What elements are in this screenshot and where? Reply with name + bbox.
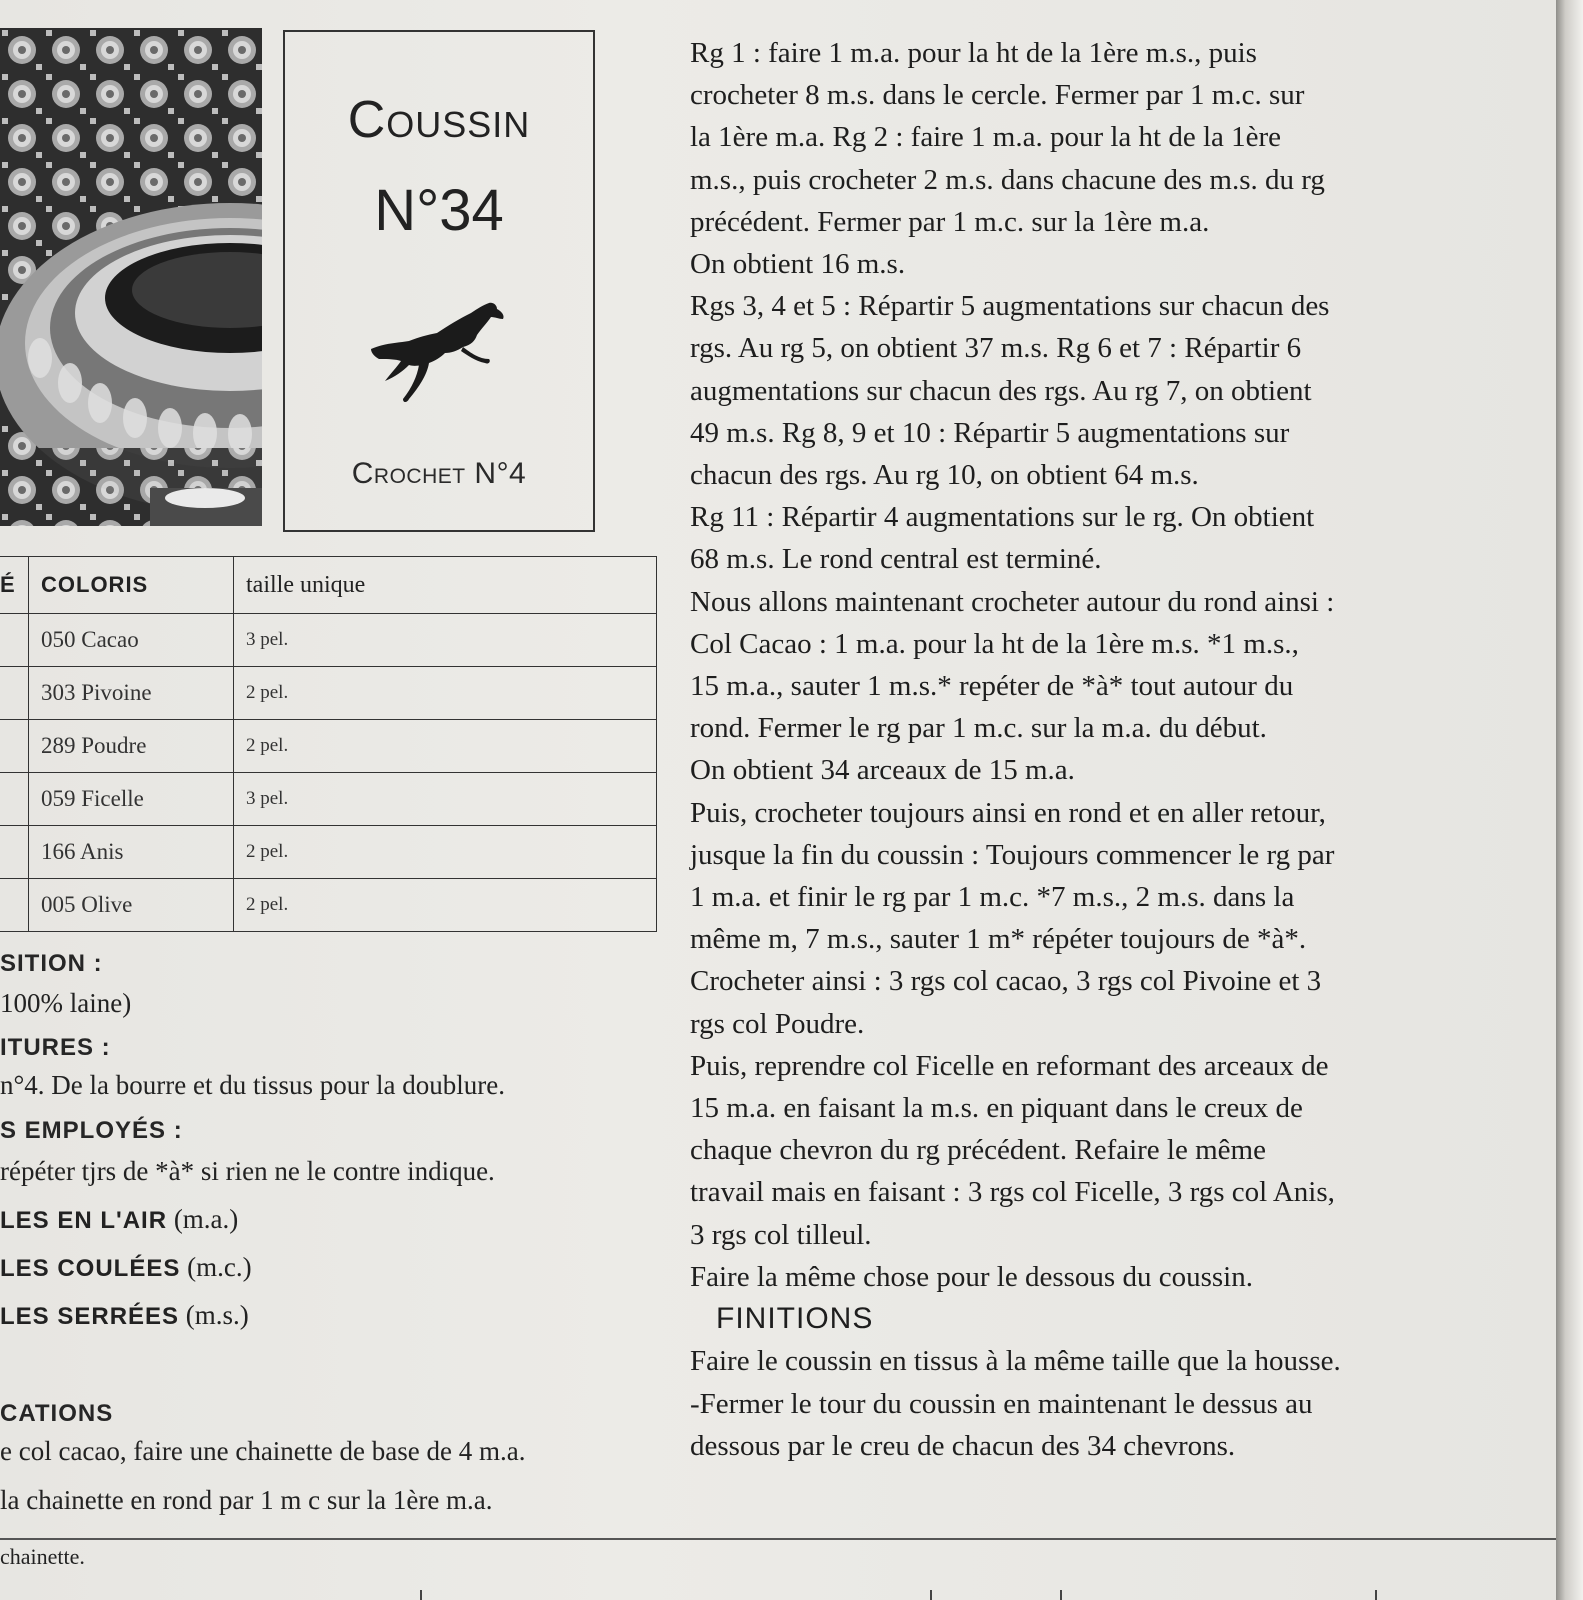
- cushion-photo-image: [0, 28, 262, 526]
- instruction-line: jusque la fin du coussin : Toujours commencer le rg par: [690, 838, 1335, 871]
- instruction-line: rond. Fermer le rg par 1 m.c. sur la m.a. du début.: [690, 712, 1267, 745]
- instruction-line: Puis, crocheter toujours ainsi en rond et en aller retour,: [690, 796, 1326, 829]
- cushion-photo: [0, 28, 262, 526]
- color-cell: 005 Olive: [29, 879, 234, 932]
- instruction-line: m.s., puis crocheter 2 m.s. dans chacune des m.s. du rg: [690, 163, 1325, 196]
- composition-heading: SITION :: [0, 950, 103, 977]
- explications-heading: CATIONS: [0, 1400, 114, 1427]
- color-cell: 303 Pivoine: [29, 667, 234, 720]
- instruction-line: 1 m.a. et finir le rg par 1 m.c. *7 m.s., 2 m.s. dans la: [690, 881, 1295, 914]
- instruction-line: Puis, reprendre col Ficelle en reformant des arceaux de: [690, 1049, 1329, 1082]
- instruction-line: rgs col Poudre.: [690, 1007, 865, 1040]
- color-cell: 289 Poudre: [29, 720, 234, 773]
- finitions-line: -Fermer le tour du coussin en maintenant le dessus au: [690, 1387, 1313, 1420]
- table-header-fragment: É: [0, 557, 29, 614]
- instruction-line: Rgs 3, 4 et 5 : Répartir 5 augmentations sur chacun des: [690, 290, 1330, 323]
- stitch-single: LES SERRÉES (m.s.): [0, 1300, 249, 1330]
- instruction-line: même m, 7 m.s., sauter 1 m* répéter toujours de *à*.: [690, 923, 1307, 956]
- instruction-line: 15 m.a. en faisant la m.s. en piquant dans le creux de: [690, 1092, 1303, 1125]
- color-cell: 050 Cacao: [29, 614, 234, 667]
- instruction-line: la 1ère m.a. Rg 2 : faire 1 m.a. pour la ht de la 1ère: [690, 121, 1282, 154]
- finitions-heading: FINITIONS: [716, 1302, 874, 1336]
- fournitures-heading: ITURES :: [0, 1034, 111, 1061]
- composition-text: 100% laine): [0, 988, 132, 1018]
- instruction-line: 3 rgs col tilleul.: [690, 1218, 872, 1251]
- instruction-line: Crocheter ainsi : 3 rgs col cacao, 3 rgs col Pivoine et 3: [690, 965, 1322, 998]
- instruction-line: travail mais en faisant : 3 rgs col Ficelle, 3 rgs col Anis,: [690, 1176, 1335, 1209]
- table-header-row: [0, 557, 657, 614]
- bottom-rule: [0, 1538, 1556, 1540]
- pattern-title: [285, 90, 593, 150]
- finitions-line: dessous par le creu de chacun des 34 chevrons.: [690, 1429, 1236, 1462]
- page-spine-edge: [1556, 0, 1583, 1600]
- table-header-colors: COLORIS: [29, 557, 234, 614]
- instruction-line: Rg 1 : faire 1 m.a. pour la ht de la 1ère m.s., puis: [690, 37, 1257, 69]
- title-box: [283, 30, 595, 532]
- instruction-line: 15 m.a., sauter 1 m.s.* repéter de *à* tout autour du: [690, 670, 1294, 703]
- points-heading: S EMPLOYÉS :: [0, 1117, 183, 1144]
- instructions-column: [690, 32, 1520, 1467]
- instruction-line: 68 m.s. Le rond central est terminé.: [690, 543, 1102, 576]
- explications-line-3: chainette.: [0, 1544, 85, 1569]
- instruction-line: chacun des rgs. Au rg 10, on obtient 64 m.s.: [690, 459, 1199, 492]
- instruction-line: On obtient 34 arceaux de 15 m.a.: [690, 754, 1075, 787]
- explications-line-2: la chainette en rond par 1 m c sur la 1ère m.a.: [0, 1485, 493, 1515]
- quantity-cell: 2 pel.: [234, 720, 657, 773]
- instruction-line: Faire la même chose pour le dessous du coussin.: [690, 1260, 1253, 1293]
- instruction-line: On obtient 16 m.s.: [690, 248, 906, 281]
- table-row: [0, 614, 657, 667]
- quantity-cell: 3 pel.: [234, 614, 657, 667]
- instruction-line: crocheter 8 m.s. dans le cercle. Fermer par 1 m.c. sur: [690, 79, 1305, 112]
- color-cell: 059 Ficelle: [29, 773, 234, 826]
- explications-line-1: e col cacao, faire une chainette de base de 4 m.a.: [0, 1436, 526, 1466]
- table-row: [0, 667, 657, 720]
- points-text: répéter tjrs de *à* si rien ne le contre indique.: [0, 1156, 495, 1186]
- color-cell: 166 Anis: [29, 826, 234, 879]
- fournitures-text: n°4. De la bourre et du tissus pour la doublure.: [0, 1070, 505, 1100]
- table-row: [0, 773, 657, 826]
- colors-table: [0, 556, 657, 932]
- instruction-line: précédent. Fermer par 1 m.c. sur la 1ère m.a.: [690, 205, 1210, 238]
- instruction-line: chaque chevron du rg précédent. Refaire le même: [690, 1134, 1266, 1167]
- hook-size-label: Crochet N°4: [351, 457, 527, 490]
- stitch-chain: LES EN L'AIR (m.a.): [0, 1204, 239, 1234]
- quantity-cell: 2 pel.: [234, 826, 657, 879]
- quantity-cell: 2 pel.: [234, 879, 657, 932]
- table-header-size: taille unique: [234, 557, 657, 614]
- finitions-line: Faire le coussin en tissus à la même taille que la housse.: [690, 1345, 1341, 1378]
- table-row: [0, 826, 657, 879]
- quantity-cell: 2 pel.: [234, 667, 657, 720]
- instruction-line: Col Cacao : 1 m.a. pour la ht de la 1ère m.s. *1 m.s.,: [690, 627, 1299, 660]
- title-word-caps: Coussin: [347, 91, 531, 149]
- instruction-line: Rg 11 : Répartir 4 augmentations sur le rg. On obtient: [690, 501, 1315, 534]
- stitch-slip: LES COULÉES (m.c.): [0, 1252, 252, 1282]
- table-row: [0, 879, 657, 932]
- table-row: [0, 720, 657, 773]
- quantity-cell: 3 pel.: [234, 773, 657, 826]
- instruction-line: augmentations sur chacun des rgs. Au rg 7, on obtient: [690, 374, 1312, 407]
- instruction-line: 49 m.s. Rg 8, 9 et 10 : Répartir 5 augmentations sur: [690, 416, 1290, 449]
- instruction-line: Nous allons maintenant crocheter autour du rond ainsi :: [690, 585, 1335, 618]
- instruction-line: rgs. Au rg 5, on obtient 37 m.s. Rg 6 et 7 : Répartir 6: [690, 332, 1302, 365]
- pattern-number: N°34: [374, 178, 504, 243]
- horse-icon: [363, 297, 513, 407]
